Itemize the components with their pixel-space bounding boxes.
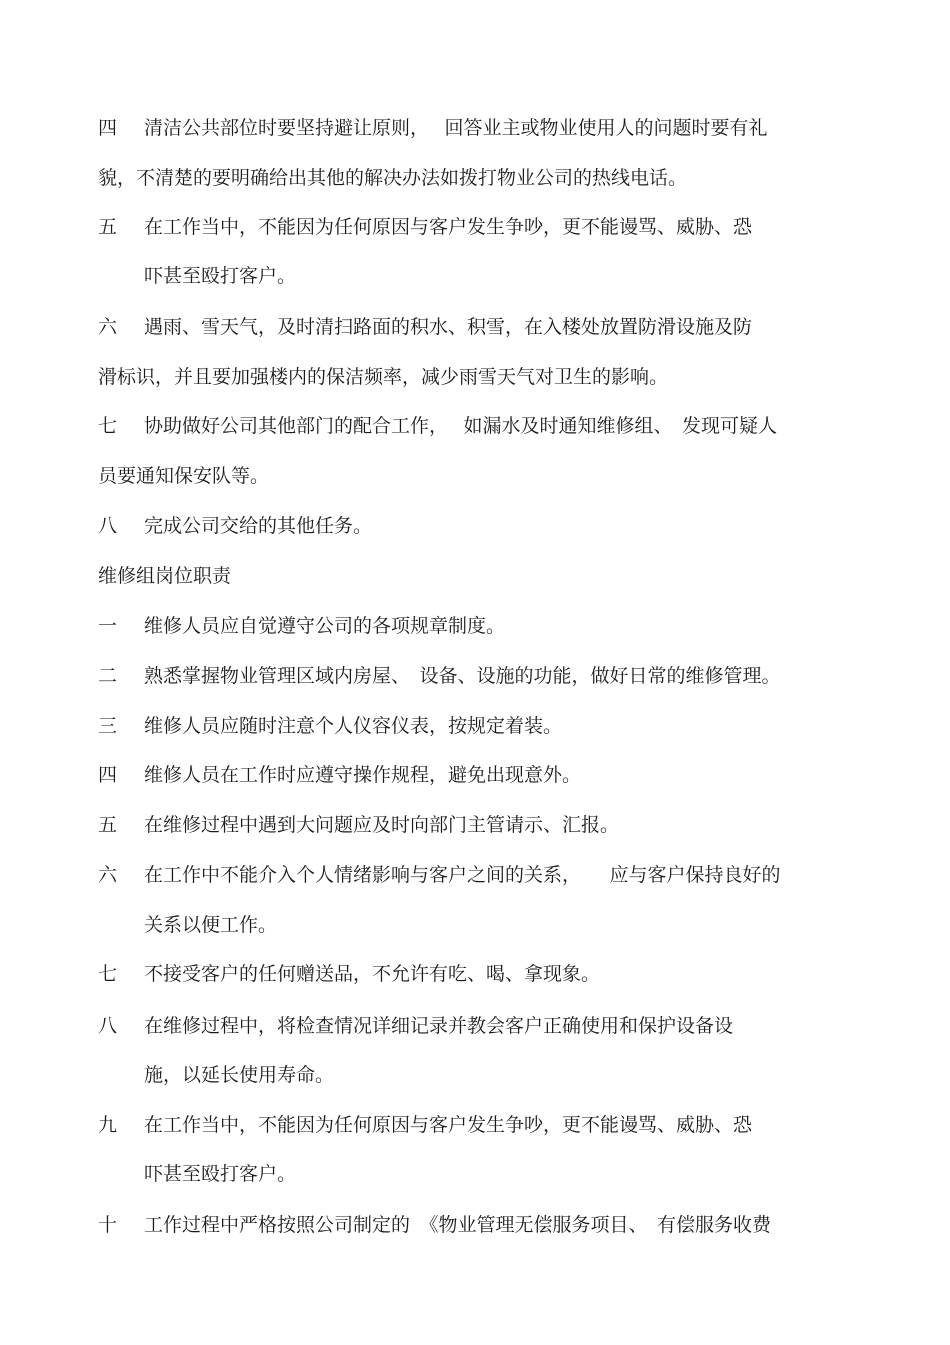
item-number: 八 — [98, 515, 118, 537]
section-title: 维修组岗位职责 — [98, 565, 232, 587]
item-text: 遇雨、雪天气，及时清扫路面的积水、积雪，在入楼处放置防滑设施及防 — [144, 316, 753, 338]
item-text-continuation: 滑标识，并且要加强楼内的保洁频率，减少雨雪天气对卫生的影响。 — [98, 366, 669, 388]
item-number: 六 — [98, 864, 118, 886]
item-text: 在工作当中，不能因为任何原因与客户发生争吵，更不能谩骂、威胁、恐 — [144, 216, 753, 238]
item-number: 四 — [98, 117, 118, 139]
item-text: 完成公司交给的其他任务。 — [144, 515, 373, 537]
item-text: 维修人员应自觉遵守公司的各项规章制度。 — [144, 615, 506, 637]
item-text: 在维修过程中，将检查情况详细记录并教会客户正确使用和保护设备设 — [144, 1015, 734, 1037]
item-text: 维修人员应随时注意个人仪容仪表，按规定着装。 — [144, 715, 563, 737]
item-number: 五 — [98, 814, 118, 836]
item-text: 在工作当中，不能因为任何原因与客户发生争吵，更不能谩骂、威胁、恐 — [144, 1114, 753, 1136]
item-number: 五 — [98, 216, 118, 238]
item-text-continuation: 员要通知保安队等。 — [98, 465, 270, 487]
item-text: 协助做好公司其他部门的配合工作， 如漏水及时通知维修组、 发现可疑人 — [144, 415, 778, 437]
item-number: 一 — [98, 615, 118, 637]
item-text-continuation: 吓甚至殴打客户。 — [144, 1163, 297, 1185]
item-text-continuation: 施，以延长使用寿命。 — [144, 1064, 335, 1086]
item-number: 七 — [98, 963, 118, 985]
item-number: 六 — [98, 316, 118, 338]
item-number: 十 — [98, 1214, 118, 1236]
item-text: 清洁公共部位时要坚持避让原则， 回答业主或物业使用人的问题时要有礼 — [144, 117, 768, 139]
item-text: 维修人员在工作时应遵守操作规程，避免出现意外。 — [144, 764, 582, 786]
item-text: 熟悉掌握物业管理区域内房屋、 设备、设施的功能，做好日常的维修管理。 — [144, 665, 781, 687]
item-number: 八 — [98, 1015, 118, 1037]
item-number: 七 — [98, 415, 118, 437]
item-text-continuation: 关系以便工作。 — [144, 914, 278, 936]
item-text: 在工作中不能介入个人情绪影响与客户之间的关系， 应与客户保持良好的 — [144, 864, 781, 886]
item-text-continuation: 吓甚至殴打客户。 — [144, 265, 297, 287]
item-text: 在维修过程中遇到大问题应及时向部门主管请示、汇报。 — [144, 814, 620, 836]
item-text: 不接受客户的任何赠送品，不允许有吃、喝、拿现象。 — [144, 963, 601, 985]
item-text: 工作过程中严格按照公司制定的 《物业管理无偿服务项目、 有偿服务收费 — [144, 1214, 772, 1236]
item-number: 四 — [98, 764, 118, 786]
item-number: 九 — [98, 1114, 118, 1136]
item-number: 三 — [98, 715, 118, 737]
item-text-continuation: 貌，不清楚的要明确给出其他的解决办法如拨打物业公司的热线电话。 — [98, 167, 688, 189]
item-number: 二 — [98, 665, 118, 687]
